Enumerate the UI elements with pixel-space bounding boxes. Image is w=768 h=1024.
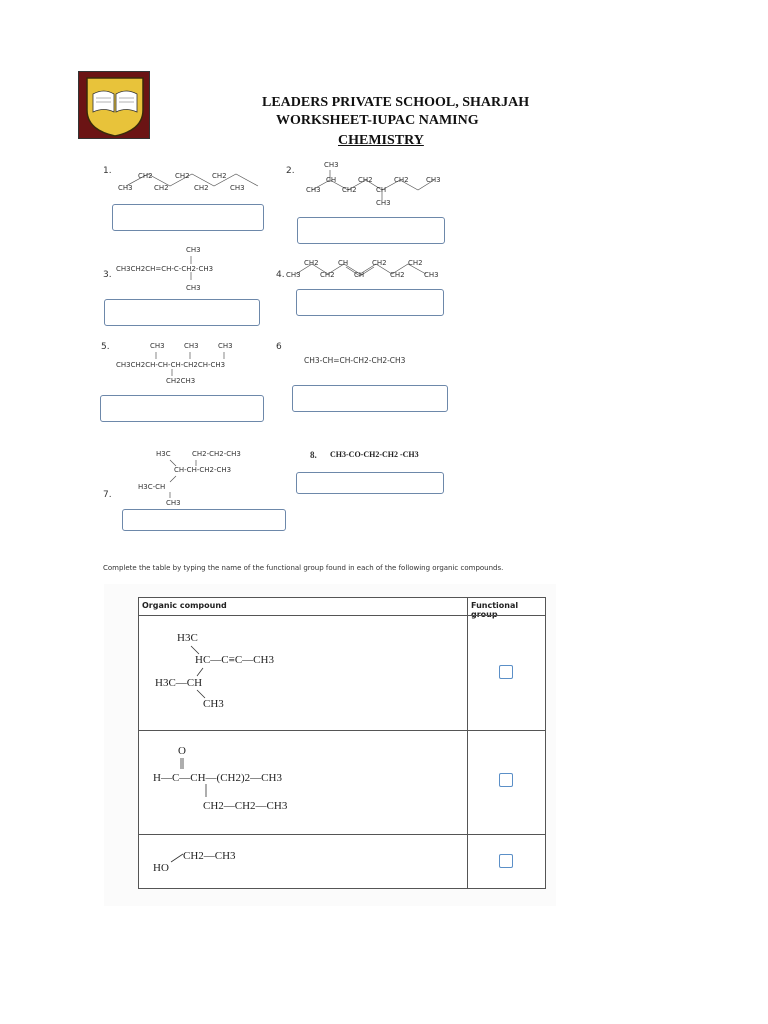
atom-label: CH2CH3 bbox=[166, 377, 196, 385]
table-instructions: Complete the table by typing the name of the functional group found in each of the following organic compounds. bbox=[103, 564, 504, 572]
column-header-compound: Organic compound bbox=[142, 601, 227, 610]
atom-label: CH2 bbox=[154, 184, 169, 192]
compound-2-chain: H—C—CH—(CH2)2—CH3 bbox=[153, 772, 282, 784]
atom-label: CH3 bbox=[286, 271, 301, 279]
atom-label: CH2 bbox=[320, 271, 335, 279]
atom-label: CH3 bbox=[203, 698, 224, 710]
atom-label: H3C-CH bbox=[138, 483, 166, 491]
answer-box-4[interactable] bbox=[296, 289, 444, 316]
worksheet-title: WORKSHEET-IUPAC NAMING bbox=[276, 113, 479, 128]
atom-label: CH2 bbox=[372, 259, 387, 267]
atom-label: CH2 bbox=[175, 172, 190, 180]
atom-label: CH2 bbox=[138, 172, 153, 180]
question-number: 6 bbox=[276, 342, 282, 352]
formula-q6: CH3-CH=CH-CH2-CH2-CH3 bbox=[304, 356, 406, 365]
formula-q8: CH3-CO-CH2-CH2 -CH3 bbox=[330, 450, 419, 459]
atom-label: CH bbox=[376, 186, 387, 194]
school-logo bbox=[78, 71, 150, 139]
atom-label: CH bbox=[326, 176, 337, 184]
subject-title: CHEMISTRY bbox=[338, 133, 424, 148]
q2-zigzag bbox=[300, 160, 450, 210]
atom-label: CH3 bbox=[118, 184, 133, 192]
atom-label: CH2 bbox=[304, 259, 319, 267]
compound-3-chain: CH2—CH3 bbox=[183, 850, 236, 862]
atom-label: CH-CH-CH2-CH3 bbox=[174, 466, 232, 474]
answer-checkbox-3[interactable] bbox=[499, 854, 513, 868]
atom-label: HO bbox=[153, 862, 169, 874]
atom-label: CH2 bbox=[342, 186, 357, 194]
atom-label: CH2 bbox=[394, 176, 409, 184]
column-divider bbox=[467, 598, 468, 888]
atom-label: CH2 bbox=[390, 271, 405, 279]
question-number: 1. bbox=[103, 166, 112, 176]
atom-label: CH bbox=[354, 271, 365, 279]
compound-2-substituent: CH2—CH2—CH3 bbox=[203, 800, 288, 812]
atom-label: CH3 bbox=[424, 271, 439, 279]
atom-label: CH3 bbox=[186, 284, 201, 292]
atom-label: CH bbox=[338, 259, 349, 267]
atom-label: CH3 bbox=[324, 161, 339, 169]
bond-lines bbox=[139, 598, 259, 888]
atom-label: CH2 bbox=[358, 176, 373, 184]
answer-checkbox-2[interactable] bbox=[499, 773, 513, 787]
functional-group-table bbox=[138, 597, 546, 889]
school-crest-icon bbox=[79, 72, 151, 140]
answer-checkbox-1[interactable] bbox=[499, 665, 513, 679]
atom-label: CH3 bbox=[166, 499, 181, 507]
atom-label: CH2 bbox=[194, 184, 209, 192]
atom-label: CH3 bbox=[426, 176, 441, 184]
formula-q3: CH3CH2CH=CH-C-CH2-CH3 bbox=[116, 265, 214, 273]
atom-label: CH3 bbox=[150, 342, 165, 350]
answer-box-5[interactable] bbox=[100, 395, 264, 422]
answer-box-8[interactable] bbox=[296, 472, 444, 494]
answer-box-6[interactable] bbox=[292, 385, 448, 412]
answer-box-2[interactable] bbox=[297, 217, 445, 244]
atom-label: H3C—CH bbox=[155, 677, 203, 689]
question-number: 7. bbox=[103, 490, 112, 500]
atom-label: CH3 bbox=[376, 199, 391, 207]
atom-label: H3C bbox=[177, 632, 198, 644]
atom-label: CH2-CH2-CH3 bbox=[192, 450, 241, 458]
question-number: 4. bbox=[276, 270, 285, 280]
answer-box-7[interactable] bbox=[122, 509, 286, 531]
formula-q5: CH3CH2CH-CH-CH-CH2CH-CH3 bbox=[116, 361, 226, 369]
atom-label: CH3 bbox=[218, 342, 233, 350]
question-number: 3. bbox=[103, 270, 112, 280]
atom-label: CH3 bbox=[186, 246, 201, 254]
atom-label: CH3 bbox=[306, 186, 321, 194]
atom-label: CH3 bbox=[230, 184, 245, 192]
atom-label: CH3 bbox=[184, 342, 199, 350]
question-number: 2. bbox=[286, 166, 295, 176]
question-number: 5. bbox=[101, 342, 110, 352]
school-name: LEADERS PRIVATE SCHOOL, SHARJAH bbox=[262, 95, 530, 110]
atom-label: CH2 bbox=[212, 172, 227, 180]
atom-label: CH2 bbox=[408, 259, 423, 267]
compound-1-chain: HC—C≡C—CH3 bbox=[195, 654, 274, 666]
atom-label: H3C bbox=[156, 450, 171, 458]
answer-box-3[interactable] bbox=[104, 299, 260, 326]
atom-label: O bbox=[178, 745, 186, 757]
column-header-functional-group: Functional bbox=[471, 601, 519, 610]
answer-box-1[interactable] bbox=[112, 204, 264, 231]
question-number: 8. bbox=[310, 450, 317, 460]
